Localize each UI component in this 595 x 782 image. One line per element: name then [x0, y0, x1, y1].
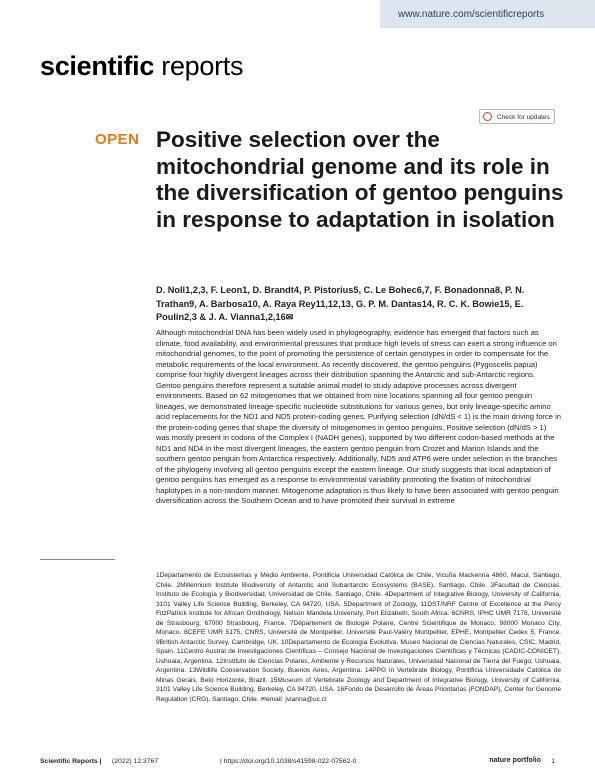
page-number: 1	[551, 758, 555, 765]
page-footer	[40, 758, 555, 772]
author-list: D. Noll1,2,3, F. Leon1, D. Brandt4, P. Pistorius5, C. Le Bohec6,7, F. Bonadonna8, P. N. Trathan9, A. Barbosa10, A. Raya Rey11,12,13, G. P. M. Dantas14, R. C. K. Bowie15, E. Poulin2,3 & J. A. Vianna1,2,16✉	[156, 285, 525, 322]
journal-logo	[40, 50, 243, 82]
footer-doi-link[interactable]: | https://doi.org/10.1038/s41598-022-07562-0	[220, 758, 357, 765]
brand-light: reports	[154, 51, 244, 81]
affiliations-text: 1Departamento de Ecosistemas y Medio Ambiente, Pontificia Universidad Católica de Chile, Vicuña Mackenna 4860, Macul, Santiago, Chile. 2Millennium Institute Biodiversity of Antarctic and Subantarctic Ecosystems (BASE), Santiago, Chile. 3Facultad de Ciencias, Instituto de Ecología y Biodiversidad, Universidad de Chile, Santiago, Chile. 4Department of Integrative Biology, University of California, 3101 Valley Life Science Building, Berkeley, CA 94720, USA. 5Department of Zoology, 11DST/NRF Centre of Excellence at the Percy FitzPatrick Institute for African Ornithology, Nelson Mandela University, Port Elizabeth, South Africa. 6CNRS, IPHC UMR 7178, Université de Strasbourg, 67000 Strasbourg, France. 7Département de Biologie Polaire, Centre Scientifique de Monaco, 98000 Monaco City, Monaco. 8CEFE UMR 5175, CNRS, Université de Montpellier, Université Paul-Valéry Montpellier, EPHE, Montpellier Cedex 5, France. 9British Antarctic Survey, Cambridge, UK. 10Departamento de Ecología Evolutiva, Museo Nacional de Ciencias Naturales, CSIC, Madrid, Spain. 11Centro Austral de Investigaciones Científicas – Consejo Nacional de Investigaciones Científicas y Técnicas (CADIC-CONICET), Ushuaia, Argentina. 12Instituto de Ciencias Polares, Ambiente y Recursos Naturales, Universidad Nacional de Tierra del Fuego, Ushuaia, Argentina. 13Wildlife Conservation Society, Buenos Aires, Argentina. 14PPG in Vertebrate Biology, Pontificia Universidade Católica de Minas Gerais, Belo Horizonte, Brazil. 15Museum of Vertebrate Zoology and Department of Integrative Biology, University of California, 3101 Valley Life Science Building, Berkeley, CA 94720, USA. 16Fondo de Desarrollo de Áreas Prioritarias (FONDAP), Center for Genome Regulation (CRG), Santiago, Chile. ✉email: jvianna@uc.cl	[156, 572, 561, 703]
article-title: Positive selection over the mitochondrial genome and its role in the diversification of gentoo penguins in response to adaptation in isolation	[156, 127, 564, 232]
footer-journal: Scientific Reports |	[40, 758, 102, 765]
affiliations	[156, 571, 561, 704]
abstract	[156, 328, 561, 507]
check-for-updates-button[interactable]	[479, 109, 555, 124]
update-icon	[483, 112, 492, 121]
check-updates-label: Check for updates	[497, 114, 550, 121]
brand-bold: scientific	[40, 51, 155, 81]
footer-volume: (2022) 12:3767	[112, 758, 159, 765]
open-access-label: OPEN	[95, 131, 140, 148]
abstract-text: Although mitochondrial DNA has been widely used in phylogeography, evidence has emerged that factors such as climate, food availability, and environmental pressures that produce high levels of stress can exert a strong influence on mitochondrial genomes, to the point of promoting the persistence of certain genotypes in order to compensate for the metabolic requirements of the local environment. As recently discovered, the gentoo penguins (Pygoscelis papua) comprise four highly divergent lineages across their distribution spanning the Antarctic and sub-Antarctic regions. Gentoo penguins therefore represent a suitable animal model to study adaptive processes across divergent environments. Based on 62 mitogenomes that we obtained from nine locations spanning all four gentoo penguin lineages, we demonstrated lineage-specific nucleotide substitutions for various genes, but only lineage-specific amino acid replacements for the ND1 and ND5 protein-coding genes. Purifying selection (dN/dS < 1) is the main driving force in the protein-coding genes that shape the diversity of mitogenomes in gentoo penguins. Positive selection (dN/dS > 1) was mostly present in codons of the Complex I (NADH genes), supported by two different codon-based methods at the ND1 and ND4 in the most divergent lineages, the eastern gentoo penguin from Crozet and Marion Islands and the southern gentoo penguin from Antarctica respectively. Additionally, ND5 and ATP6 were under selection in the branches of the phylogeny involving all gentoo penguins except the eastern lineage. Our study suggests that local adaptation of gentoo penguins has emerged as a response to environmental variability promoting the fixation of mitochondrial haplotypes in a non-random manner. Mitogenome adaptation is thus likely to have been associated with gentoo penguin diversification across the Southern Ocean and to have promoted their survival in extreme	[156, 328, 561, 505]
footnote-rule	[40, 559, 115, 560]
journal-url[interactable]: www.nature.com/scientificreports	[380, 0, 595, 28]
publisher-logo: nature portfolio	[489, 757, 541, 764]
